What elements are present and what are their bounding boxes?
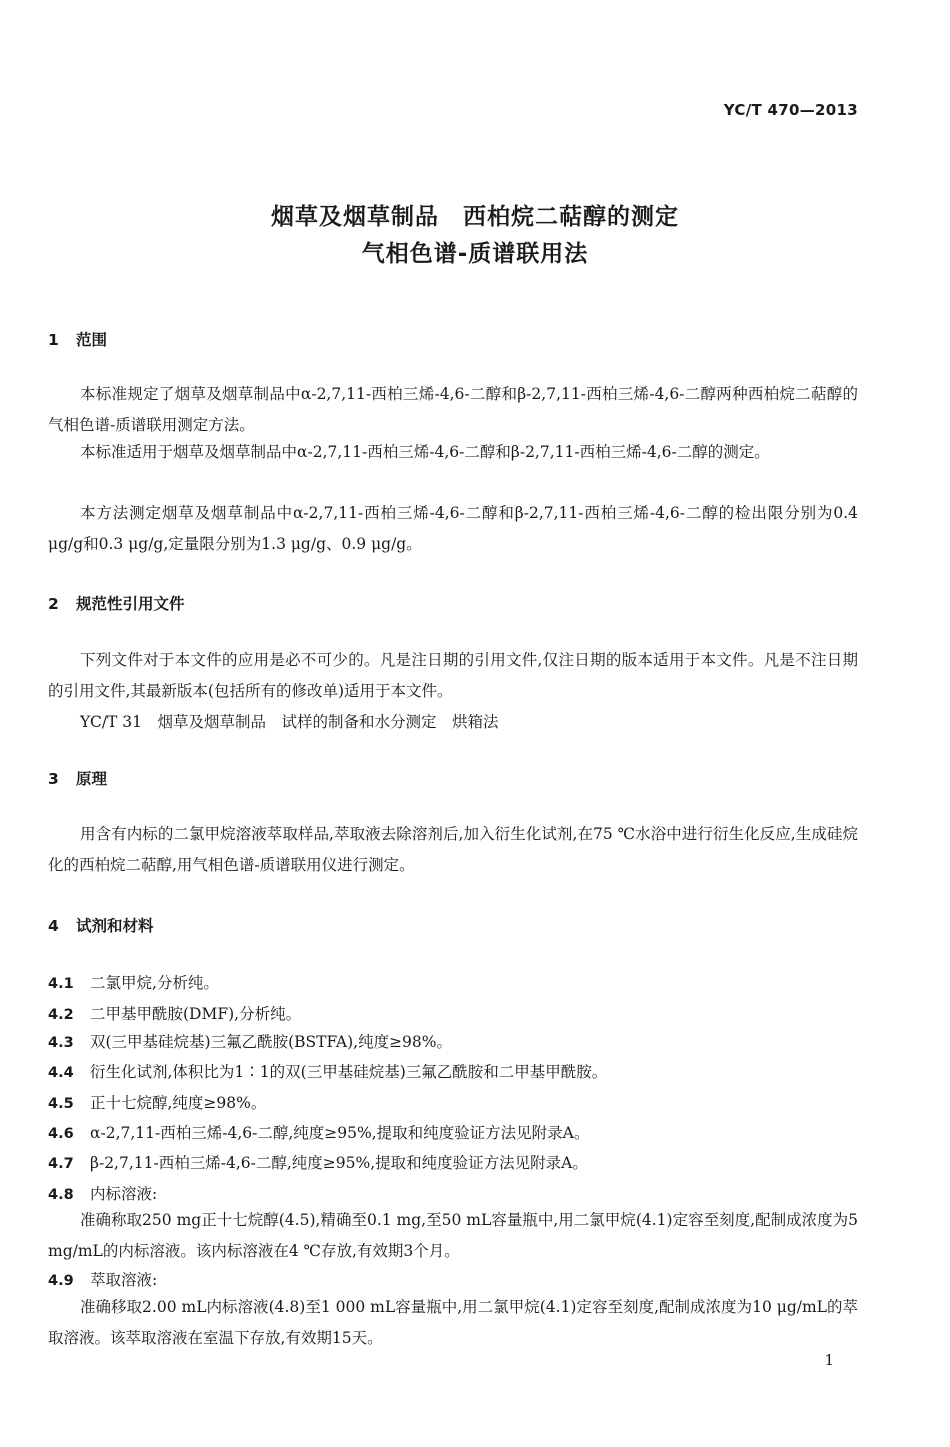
- section-1-number: 1: [48, 331, 59, 349]
- item-number: 4.1: [48, 976, 74, 992]
- section-4-heading: [48, 914, 154, 936]
- document-title-line2: 气相色谱-质谱联用法: [361, 241, 589, 267]
- item-text: α-2,7,11-西柏三烯-4,6-二醇,纯度≥95%,提取和纯度验证方法见附录A。: [90, 1124, 590, 1142]
- section-3-title: 原理: [76, 770, 108, 788]
- section-2-heading: [48, 592, 185, 614]
- item-number: 4.2: [48, 1007, 74, 1023]
- section-2-paragraph-1: 下列文件对于本文件的应用是必不可少的。凡是注日期的引用文件,仅注日期的版本适用于本文件。凡是不注日期的引用文件,其最新版本(包括所有的修改单)适用于本文件。: [48, 651, 858, 700]
- list-item: [48, 1151, 588, 1173]
- item-text: 双(三甲基硅烷基)三氟乙酰胺(BSTFA),纯度≥98%。: [90, 1033, 453, 1051]
- item-number: 4.9: [48, 1273, 74, 1289]
- page-number: 1: [824, 1351, 834, 1369]
- item-number: 4.3: [48, 1035, 74, 1051]
- item-text: 萃取溶液:: [90, 1271, 158, 1289]
- item-text: 衍生化试剂,体积比为1∶1的双(三甲基硅烷基)三氟乙酰胺和二甲基甲酰胺。: [90, 1063, 608, 1081]
- list-item: [48, 1121, 589, 1143]
- normative-reference: YC/T 31 烟草及烟草制品 试样的制备和水分测定 烘箱法: [80, 713, 499, 731]
- section-2-title: 规范性引用文件: [76, 595, 185, 613]
- item-4-9-paragraph: 准确移取2.00 mL内标溶液(4.8)至1 000 mL容量瓶中,用二氯甲烷(4.1)定容至刻度,配制成浓度为10 μg/mL的萃取溶液。该萃取溶液在室温下存放,有效期15天。: [48, 1298, 858, 1347]
- item-number: 4.8: [48, 1187, 74, 1203]
- item-number: 4.5: [48, 1096, 74, 1112]
- item-text: β-2,7,11-西柏三烯-4,6-二醇,纯度≥95%,提取和纯度验证方法见附录A。: [90, 1154, 588, 1172]
- item-text: 二甲基甲酰胺(DMF),分析纯。: [90, 1005, 302, 1023]
- list-item: [48, 1060, 607, 1082]
- list-item: [48, 1091, 266, 1113]
- item-number: 4.6: [48, 1126, 74, 1142]
- list-item: [48, 1182, 157, 1204]
- section-1-paragraph-3: 本方法测定烟草及烟草制品中α-2,7,11-西柏三烯-4,6-二醇和β-2,7,11-西柏三烯-4,6-二醇的检出限分别为0.4 μg/g和0.3 μg/g,定量限分别为1.3 μg/g、0.9 μg/g。: [48, 504, 858, 553]
- item-number: 4.4: [48, 1065, 74, 1081]
- list-item: [48, 1002, 301, 1024]
- item-number: 4.7: [48, 1156, 74, 1172]
- section-3-paragraph-1: 用含有内标的二氯甲烷溶液萃取样品,萃取液去除溶剂后,加入衍生化试剂,在75 ℃水浴中进行衍生化反应,生成硅烷化的西柏烷二萜醇,用气相色谱-质谱联用仪进行测定。: [48, 825, 858, 874]
- section-1-heading: [48, 328, 107, 350]
- section-1-paragraph-1: 本标准规定了烟草及烟草制品中α-2,7,11-西柏三烯-4,6-二醇和β-2,7,11-西柏三烯-4,6-二醇两种西柏烷二萜醇的气相色谱-质谱联用测定方法。: [48, 385, 858, 434]
- list-item: [48, 971, 219, 993]
- section-1-title: 范围: [76, 331, 108, 349]
- document-title-line1: 烟草及烟草制品 西柏烷二萜醇的测定: [271, 204, 679, 230]
- section-2-number: 2: [48, 595, 59, 613]
- item-4-8-paragraph: 准确称取250 mg正十七烷醇(4.5),精确至0.1 mg,至50 mL容量瓶中,用二氯甲烷(4.1)定容至刻度,配制成浓度为5 mg/mL的内标溶液。该内标溶液在4 ℃存放,有效期3个月。: [48, 1211, 858, 1260]
- standard-code: YC/T 470—2013: [723, 101, 858, 119]
- section-4-title: 试剂和材料: [76, 917, 154, 935]
- list-item: [48, 1268, 157, 1290]
- item-text: 二氯甲烷,分析纯。: [90, 974, 219, 992]
- item-text: 正十七烷醇,纯度≥98%。: [90, 1094, 267, 1112]
- list-item: [48, 1030, 452, 1052]
- section-4-number: 4: [48, 917, 59, 935]
- section-3-number: 3: [48, 770, 59, 788]
- section-3-heading: [48, 767, 107, 789]
- section-1-paragraph-2: 本标准适用于烟草及烟草制品中α-2,7,11-西柏三烯-4,6-二醇和β-2,7,11-西柏三烯-4,6-二醇的测定。: [80, 443, 770, 461]
- item-text: 内标溶液:: [90, 1185, 158, 1203]
